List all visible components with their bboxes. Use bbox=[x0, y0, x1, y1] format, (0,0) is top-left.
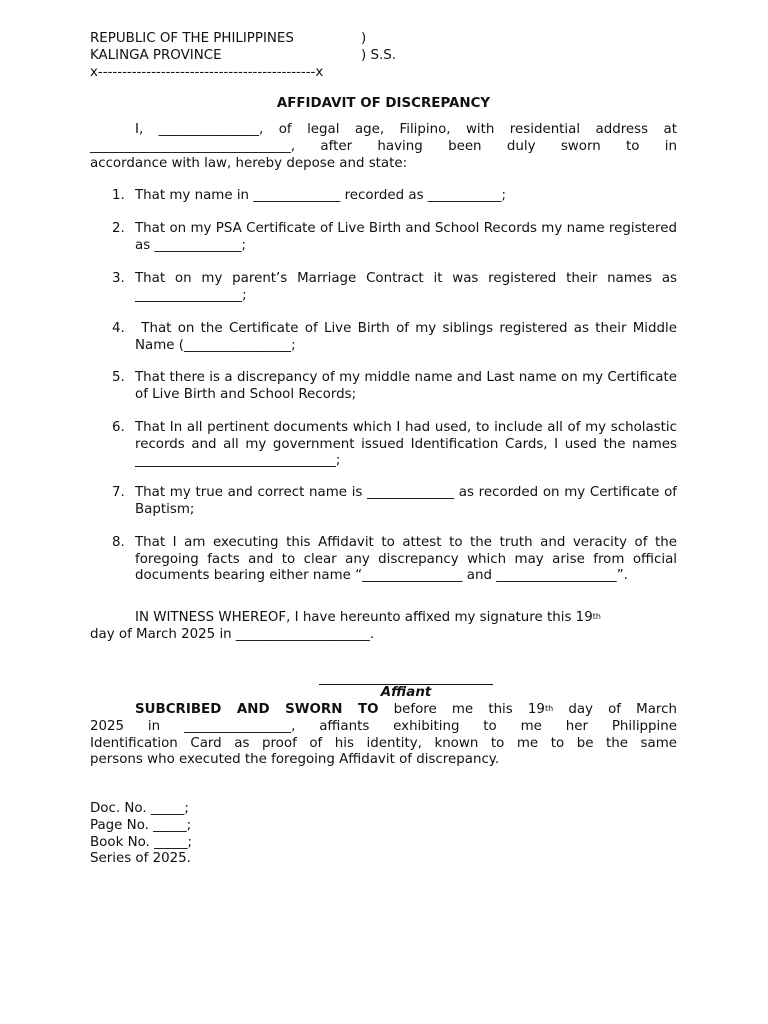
series-year: Series of 2025. bbox=[90, 851, 191, 866]
ordinal-suffix: th bbox=[592, 612, 601, 621]
list-item bbox=[90, 321, 682, 354]
jurat-line-3: Identification Card as proof of his identity, known to me to be the same bbox=[90, 736, 677, 751]
item-text: That there is a discrepancy of my middle name and Last name on my Certificate of Live Birth and School Records; bbox=[135, 370, 677, 402]
intro-line-3: accordance with law, hereby depose and state: bbox=[90, 156, 408, 171]
item-text: That I am executing this Affidavit to attest to the truth and veracity of the foregoing facts and to clear any discrepancy which may arise from official documents bearing either name “_______________ and __________________”. bbox=[135, 535, 677, 584]
list-item bbox=[90, 221, 677, 254]
affiant-label: Affiant bbox=[380, 685, 432, 700]
item-number: 1. bbox=[112, 188, 125, 203]
item-text: That on the Certificate of Live Birth of my siblings registered as their Middle Name (________________; bbox=[135, 321, 682, 353]
item-number: 3. bbox=[112, 271, 125, 286]
item-number: 8. bbox=[112, 535, 125, 550]
book-number: Book No. _____; bbox=[90, 835, 193, 850]
witness-line-2: day of March 2025 in ____________________. bbox=[90, 627, 375, 642]
caption-republic: REPUBLIC OF THE PHILIPPINES bbox=[90, 31, 294, 46]
jurat-line-2: 2025 in ________________, affiants exhibiting to me her Philippine bbox=[90, 719, 677, 734]
jurat-lead: SUBCRIBED AND SWORN TO bbox=[135, 702, 379, 717]
witness-line-1 bbox=[90, 610, 677, 627]
witness-text: IN WITNESS WHEREOF, I have hereunto affixed my signature this 19 bbox=[135, 610, 593, 625]
caption-paren-1: ) bbox=[361, 31, 367, 46]
page-number: Page No. _____; bbox=[90, 818, 192, 833]
item-number: 4. bbox=[112, 321, 125, 336]
jurat-line-1 bbox=[90, 702, 677, 719]
item-text: That my name in _____________ recorded as ___________; bbox=[135, 188, 506, 203]
list-item bbox=[90, 188, 677, 205]
ordinal-suffix: th bbox=[544, 704, 554, 713]
caption-province: KALINGA PROVINCE bbox=[90, 48, 222, 63]
list-item bbox=[90, 485, 677, 518]
caption-ss: ) S.S. bbox=[361, 48, 396, 63]
jurat-text: before me this 19 bbox=[378, 702, 545, 717]
item-text: That on my parent’s Marriage Contract it was registered their names as ________________; bbox=[135, 271, 677, 303]
jurat-line-4: persons who executed the foregoing Affidavit of discrepancy. bbox=[90, 752, 500, 767]
item-text: That my true and correct name is _____________ as recorded on my Certificate of Baptism; bbox=[135, 485, 677, 517]
item-number: 7. bbox=[112, 485, 125, 500]
item-text: That on my PSA Certificate of Live Birth and School Records my name registered as _____________; bbox=[135, 221, 677, 253]
document-title: AFFIDAVIT OF DISCREPANCY bbox=[276, 96, 491, 111]
list-item bbox=[90, 271, 677, 304]
item-number: 2. bbox=[112, 221, 125, 236]
item-number: 6. bbox=[112, 420, 125, 435]
caption-divider: x---------------------------------------------x bbox=[90, 65, 324, 80]
item-number: 5. bbox=[112, 370, 125, 385]
intro-line-2: ______________________________, after having been duly sworn to in bbox=[90, 139, 677, 154]
jurat-text: day of March bbox=[553, 702, 677, 717]
list-item bbox=[90, 420, 677, 470]
intro-line-1: I, _______________, of legal age, Filipino, with residential address at bbox=[135, 122, 677, 137]
list-item bbox=[90, 535, 677, 585]
list-item bbox=[90, 370, 677, 403]
item-text: That In all pertinent documents which I had used, to include all of my scholastic records and all my government issued Identification Cards, I used the names ______________________________; bbox=[135, 420, 677, 469]
doc-number: Doc. No. _____; bbox=[90, 801, 189, 816]
